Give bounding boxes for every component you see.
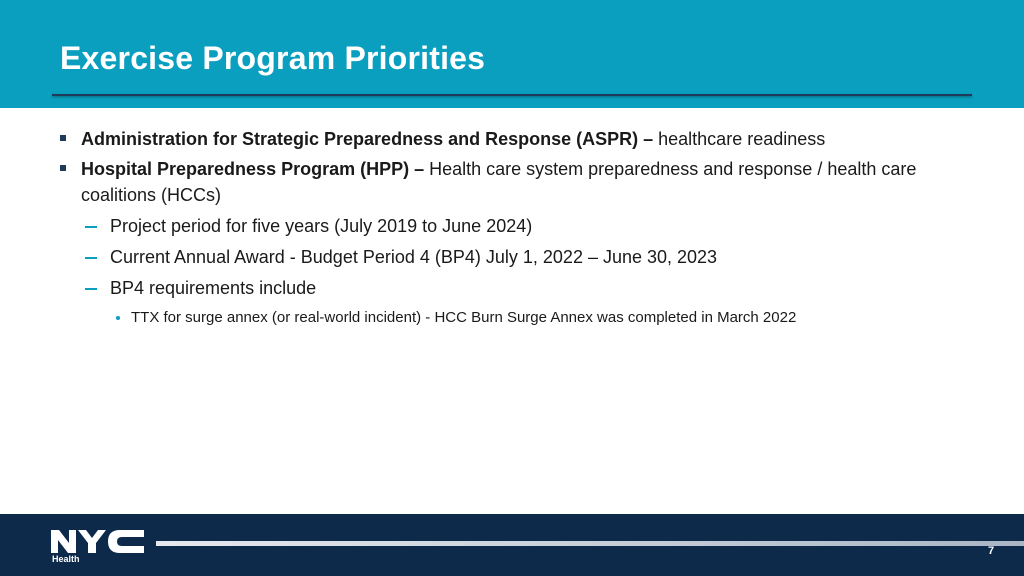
dash-bullet-icon xyxy=(85,226,97,228)
dot-bullet-icon xyxy=(116,316,120,320)
nyc-logo-icon xyxy=(51,530,145,553)
bullet-aspr xyxy=(60,126,980,152)
sub-bullet-project-period xyxy=(60,213,980,239)
sub-bullet-text: Project period for five years (July 2019 to June 2024) xyxy=(110,216,533,236)
title-banner xyxy=(0,0,1024,108)
sub-sub-bullet-ttx xyxy=(60,307,980,329)
dash-bullet-icon xyxy=(85,257,97,259)
sub-bullet-bp4-requirements xyxy=(60,275,980,301)
square-bullet-icon xyxy=(60,165,66,171)
square-bullet-icon xyxy=(60,135,66,141)
logo-health-label: Health xyxy=(52,554,80,564)
footer-bar xyxy=(0,514,1024,576)
bullet-hpp-bold: Hospital Preparedness Program (HPP) – xyxy=(81,159,425,179)
dash-bullet-icon xyxy=(85,288,97,290)
sub-bullet-annual-award xyxy=(60,244,980,270)
footer-stripe xyxy=(156,541,1024,546)
slide-title: Exercise Program Priorities xyxy=(60,40,486,76)
bullet-aspr-bold: Administration for Strategic Preparedness and Response (ASPR) – xyxy=(81,129,654,149)
title-divider xyxy=(52,94,972,96)
page-number: 7 xyxy=(988,545,995,557)
sub-bullet-text: Current Annual Award - Budget Period 4 (BP4) July 1, 2022 – June 30, 2023 xyxy=(110,247,718,267)
bullet-aspr-text: healthcare readiness xyxy=(653,129,826,149)
slide-content xyxy=(60,126,980,329)
bullet-hpp-text: Health care system preparedness and response / health care coalitions (HCCs) xyxy=(81,159,917,205)
sub-sub-bullet-text: TTX for surge annex (or real-world incident) - HCC Burn Surge Annex was completed in March 2022 xyxy=(131,309,797,326)
bullet-hpp xyxy=(60,156,980,208)
sub-bullet-text: BP4 requirements include xyxy=(110,278,317,298)
